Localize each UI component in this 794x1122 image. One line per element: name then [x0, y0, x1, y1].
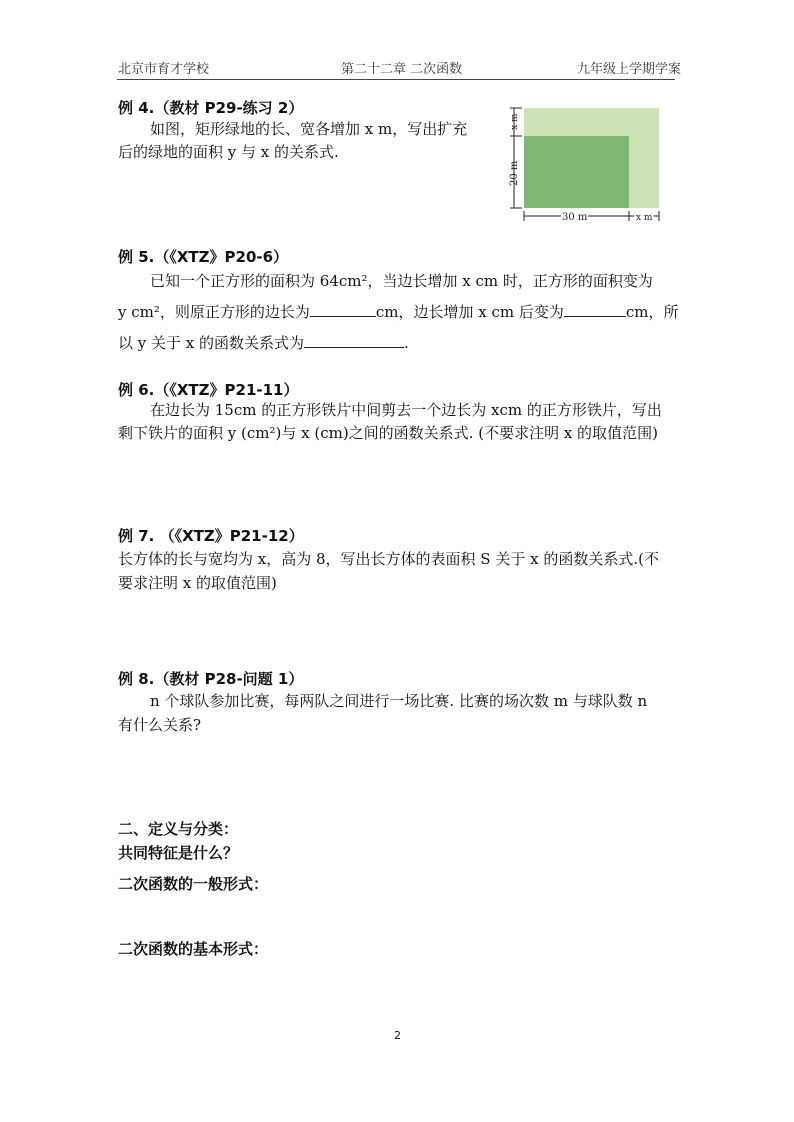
header-grade: 九年级上学期学案 — [577, 62, 682, 77]
example-4-title: 例 4.（教材 P29-练习 2） — [118, 99, 304, 117]
example-4-line1: 如图，矩形绿地的长、宽各增加 x m，写出扩充 — [150, 120, 468, 138]
example-8-title: 例 8.（教材 P28-问题 1） — [118, 670, 304, 688]
example-7-line2: 要求注明 x 的取值范围) — [118, 574, 277, 592]
header-school: 北京市育才学校 — [118, 62, 210, 77]
example-6-title: 例 6.（《XTZ》P21-11） — [118, 381, 299, 399]
general-form-label: 二次函数的一般形式： — [118, 875, 269, 893]
example-7-title: 例 7. （《XTZ》P21-12） — [118, 527, 304, 545]
bottom-30m-label: 30 m — [562, 212, 588, 223]
basic-form-label: 二次函数的基本形式： — [118, 940, 269, 958]
example-8-line1: n 个球队参加比赛，每两队之间进行一场比赛. 比赛的场次数 m 与球队数 n — [150, 692, 648, 710]
example-5-line2: y cm²，则原正方形的边长为 cm，边长增加 x cm 后变为 cm，所 — [118, 303, 679, 321]
header-chapter: 第二十二章 二次函数 — [341, 62, 463, 77]
example-6-line1: 在边长为 15cm 的正方形铁片中间剪去一个边长为 xcm 的正方形铁片，写出 — [150, 401, 662, 419]
example-5-line3: 以 y 关于 x 的函数关系式为 . — [118, 334, 409, 352]
example-8-line2: 有什么关系? — [118, 716, 202, 734]
header-rule — [117, 79, 675, 80]
top-x-label: x m — [510, 113, 520, 130]
right-x-label: x m — [636, 213, 653, 223]
side-20m-label: 20 m — [509, 160, 520, 186]
original-area — [524, 136, 629, 208]
example-5-title: 例 5.（《XTZ》P20-6） — [118, 248, 289, 266]
example-6-line2: 剩下铁片的面积 y (cm²)与 x (cm)之间的函数关系式. (不要求注明 x 的取值范围) — [118, 424, 658, 442]
example-5-line1: 已知一个正方形的面积为 64cm²，当边长增加 x cm 时，正方形的面积变为 — [150, 272, 653, 290]
green-rectangle-figure — [496, 100, 671, 228]
page-number: 2 — [394, 1029, 401, 1042]
example-4-line2: 后的绿地的面积 y 与 x 的关系式. — [118, 143, 339, 161]
example-7-line1: 长方体的长与宽均为 x，高为 8，写出长方体的表面积 S 关于 x 的函数关系式.(不 — [118, 550, 659, 568]
common-feature-question: 共同特征是什么？ — [118, 844, 239, 862]
section-2-heading: 二、定义与分类： — [118, 820, 239, 838]
